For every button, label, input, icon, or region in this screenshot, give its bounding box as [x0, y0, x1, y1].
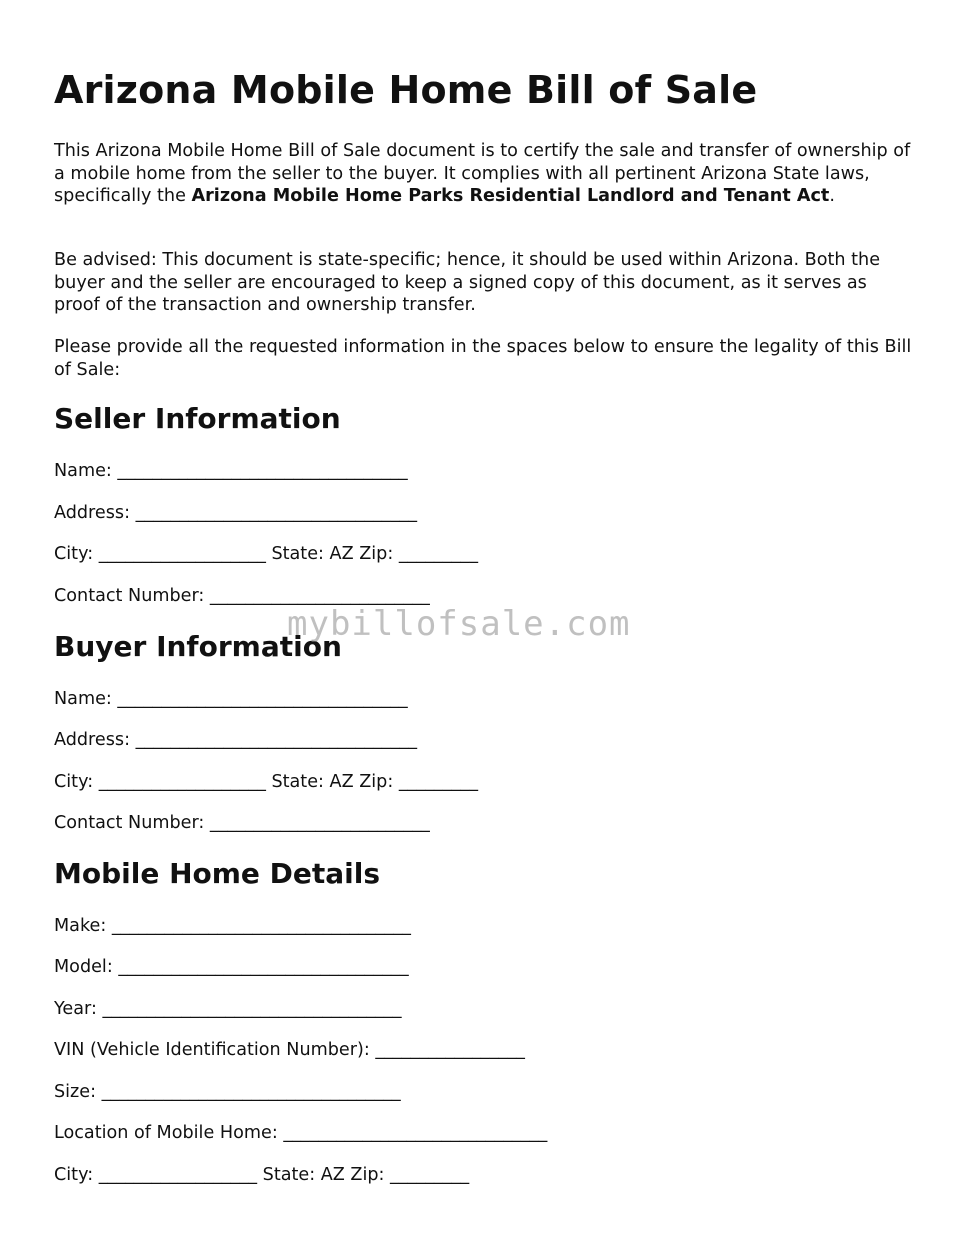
seller-name-field[interactable]: Name: _________________________________	[54, 461, 408, 481]
advisory-paragraph: Be advised: This document is state-specific; hence, it should be used within Arizona. Both the buyer and the seller are encouraged to keep a signed copy of this document, as it serves as proof of the transaction and ownership transfer.	[54, 250, 881, 315]
buyer-heading: Buyer Information	[54, 630, 342, 663]
buyer-city-field[interactable]: City: ___________________ State: AZ Zip: _________	[54, 772, 479, 792]
home-model-field[interactable]: Model: _________________________________	[54, 957, 409, 977]
home-size-field[interactable]: Size: __________________________________	[54, 1082, 401, 1102]
seller-contact-field[interactable]: Contact Number: _________________________	[54, 586, 430, 606]
home-details-heading: Mobile Home Details	[54, 857, 381, 890]
buyer-address-field[interactable]: Address: ________________________________	[54, 730, 418, 750]
seller-city-field[interactable]: City: ___________________ State: AZ Zip: _________	[54, 544, 479, 564]
intro-period: .	[829, 186, 835, 206]
seller-heading: Seller Information	[54, 402, 341, 435]
home-year-field[interactable]: Year: __________________________________	[54, 999, 402, 1019]
home-location-field[interactable]: Location of Mobile Home: ______________________________	[54, 1123, 548, 1143]
seller-address-field[interactable]: Address: ________________________________	[54, 503, 418, 523]
intro-act-name: Arizona Mobile Home Parks Residential Landlord and Tenant Act	[191, 186, 830, 206]
home-make-field[interactable]: Make: __________________________________	[54, 916, 411, 936]
watermark: mybillofsale.com	[287, 604, 631, 644]
document-title: Arizona Mobile Home Bill of Sale	[54, 68, 758, 112]
buyer-contact-field[interactable]: Contact Number: _________________________	[54, 813, 430, 833]
home-city-field[interactable]: City: __________________ State: AZ Zip: _________	[54, 1165, 470, 1185]
instructions-paragraph: Please provide all the requested information in the spaces below to ensure the legality of this Bill of Sale:	[54, 337, 912, 380]
intro-text: This Arizona Mobile Home Bill of Sale document is to certify the sale and transfer of ownership of a mobile home from the seller to the buyer. It complies with all pertinent Arizona State laws, specifically the	[54, 141, 911, 206]
buyer-name-field[interactable]: Name: _________________________________	[54, 689, 408, 709]
home-vin-field[interactable]: VIN (Vehicle Identification Number): _________________	[54, 1040, 525, 1060]
intro-paragraph	[54, 140, 914, 208]
